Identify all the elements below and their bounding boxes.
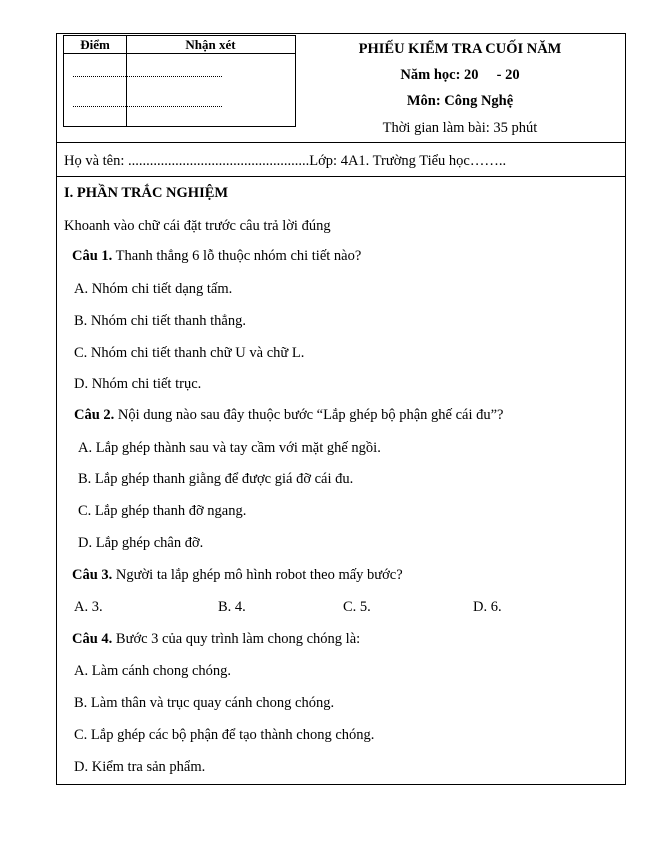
answer-option: B. Nhóm chi tiết thanh thẳng. [74,313,246,329]
score-box [63,35,296,127]
score-box-header-line [64,53,295,54]
question-2 [74,407,503,424]
question-label: Câu 4. [72,631,113,647]
comment-label: Nhận xét [185,37,236,52]
answer-option: A. Lắp ghép thành sau và tay cầm với mặt ghế ngồi. [78,440,381,456]
exam-time: Thời gian làm bài: 35 phút [382,120,538,136]
question-text: Người ta lắp ghép mô hình robot theo mấy bước? [112,567,403,583]
comment-line [73,106,222,107]
question-text: Nội dung nào sau đây thuộc bước “Lắp ghép bộ phận ghế cái đu”? [114,407,504,423]
question-3 [72,567,403,584]
school-year: Năm học: 20 - 20 [400,67,520,83]
question-1 [72,248,361,265]
question-label: Câu 3. [72,567,113,583]
exam-title: PHIẾU KIỂM TRA CUỐI NĂM [358,41,562,57]
instruction: Khoanh vào chữ cái đặt trước câu trả lời đúng [64,218,331,234]
answer-option: C. Nhóm chi tiết thanh chữ U và chữ L. [74,345,305,361]
answer-option: C. 5. [343,599,371,615]
question-text: Bước 3 của quy trình làm chong chóng là: [112,631,361,647]
answer-option: A. Nhóm chi tiết dạng tấm. [74,281,233,297]
section-heading: I. PHẦN TRẮC NGHIỆM [64,185,229,201]
answer-option: B. 4. [218,599,246,615]
answer-option: D. Lắp ghép chân đỡ. [78,535,204,551]
question-text: Thanh thẳng 6 lỗ thuộc nhóm chi tiết nào? [112,248,362,264]
answer-option: A. Làm cánh chong chóng. [74,663,232,679]
divider-header [56,142,626,143]
answer-option: D. 6. [473,599,502,615]
student-info: Họ và tên: ..................................................Lớp: 4A1. Trường Tiểu học…….. [64,153,507,169]
answer-option: D. Kiểm tra sản phẩm. [74,759,206,775]
question-label: Câu 1. [72,248,113,264]
answer-option: C. Lắp ghép các bộ phận để tạo thành chong chóng. [74,727,375,743]
question-4 [72,631,360,648]
answer-option: A. 3. [74,599,103,615]
answer-option: C. Lắp ghép thanh đỡ ngang. [78,503,247,519]
answer-option: D. Nhóm chi tiết trục. [74,376,202,392]
divider-student [56,176,626,177]
comment-line [73,76,222,77]
score-label: Điểm [80,37,110,52]
question-label: Câu 2. [74,407,115,423]
subject: Môn: Công Nghệ [406,93,514,109]
answer-option: B. Làm thân và trục quay cánh chong chóng. [74,695,335,711]
answer-option: B. Lắp ghép thanh giằng để được giá đỡ cái đu. [78,471,354,487]
